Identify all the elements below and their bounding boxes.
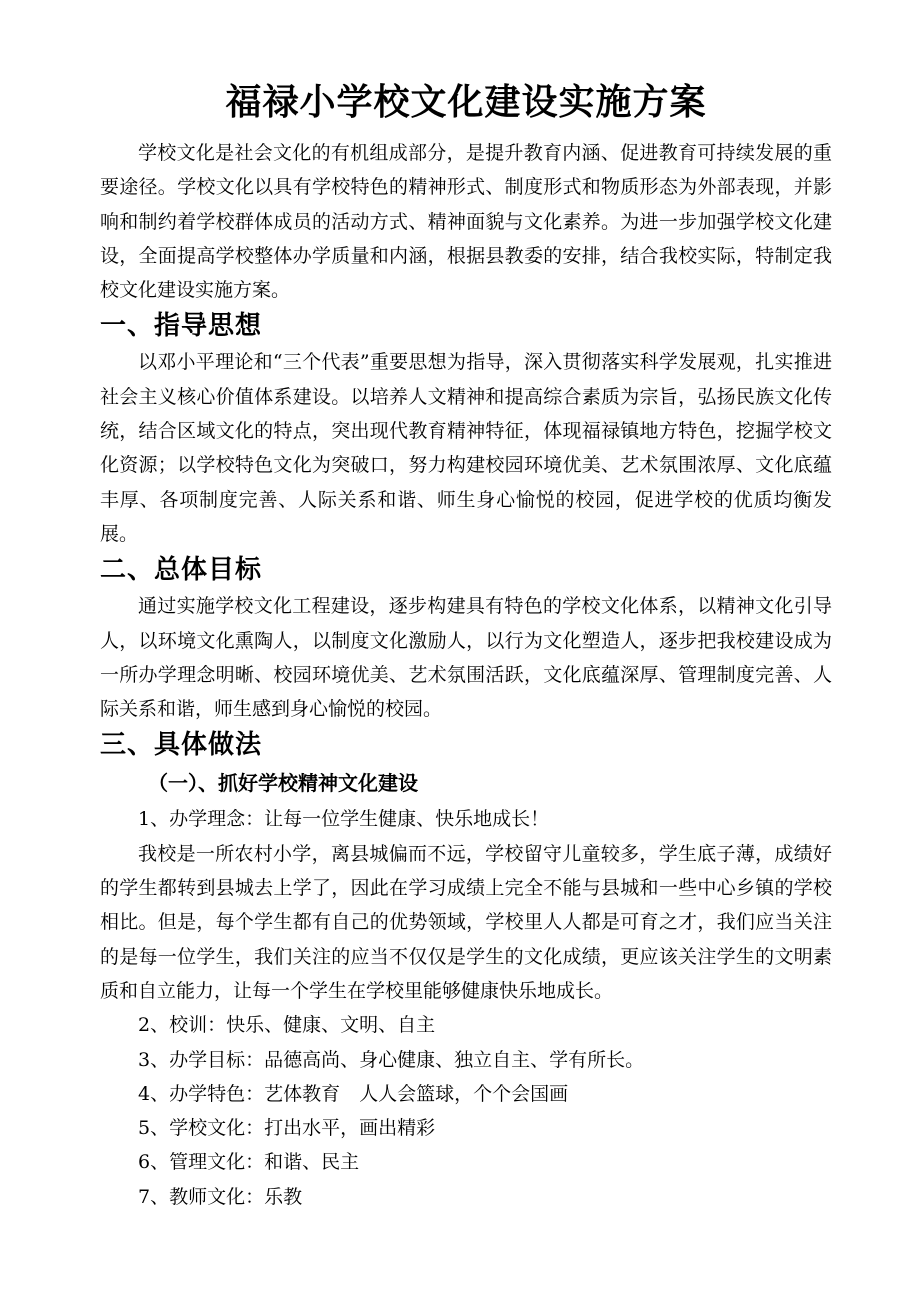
intro-paragraph: 学校文化是社会文化的有机组成部分，是提升教育内涵、促进教育可持续发展的重要途径。学校文化以具有学校特色的精神形式、制度形式和物质形态为外部表现，并影响和制约着学校群体成员的活动方式、精神面貌与文化素养。为进一步加强学校文化建设，全面提高学校整体办学质量和内涵，根据县教委的安排，结合我校实际，特制定我校文化建设实施方案。 bbox=[100, 142, 832, 302]
list-item-school-motto: 2、校训：快乐、健康、文明、自主 bbox=[138, 1014, 436, 1037]
list-item-management-culture: 6、管理文化：和谐、民主 bbox=[138, 1151, 360, 1174]
section-heading-specific-practices: 三、具体做法 bbox=[100, 730, 263, 761]
document-title: 福禄小学校文化建设实施方案 bbox=[225, 82, 707, 123]
section-heading-guiding-ideology: 一、指导思想 bbox=[100, 311, 263, 342]
section-heading-overall-goal: 二、总体目标 bbox=[100, 555, 263, 586]
school-philosophy-paragraph: 我校是一所农村小学，离县城偏而不远，学校留守儿童较多，学生底子薄，成绩好的学生都转到县城去上学了，因此在学习成绩上完全不能与县城和一些中心乡镇的学校相比。但是，每个学生都有自己的优势领域，学校里人人都是可育之才，我们应当关注的是每一位学生，我们关注的应当不仅仅是学生的文化成绩，更应该关注学生的文明素质和自立能力，让每一个学生在学校里能够健康快乐地成长。 bbox=[100, 842, 832, 1002]
list-item-school-goal: 3、办学目标：品德高尚、身心健康、独立自主、学有所长。 bbox=[138, 1048, 645, 1071]
guiding-ideology-paragraph: 以邓小平理论和“三个代表”重要思想为指导，深入贯彻落实科学发展观，扎实推进社会主义核心价值体系建设。以培养人文精神和提高综合素质为宗旨，弘扬民族文化传统，结合区域文化的特点，突出现代教育精神特征，体现福禄镇地方特色，挖掘学校文化资源；以学校特色文化为突破口，努力构建校园环境优美、艺术氛围浓厚、文化底蕴丰厚、各项制度完善、人际关系和谐、师生身心愉悦的校园，促进学校的优质均衡发展。 bbox=[100, 351, 832, 545]
overall-goal-paragraph: 通过实施学校文化工程建设，逐步构建具有特色的学校文化体系，以精神文化引导人，以环境文化熏陶人，以制度文化激励人，以行为文化塑造人，逐步把我校建设成为一所办学理念明晰、校园环境优美、艺术氛围活跃，文化底蕴深厚、管理制度完善、人际关系和谐，师生感到身心愉悦的校园。 bbox=[100, 595, 832, 721]
list-item-school-philosophy: 1、办学理念：让每一位学生健康、快乐地成长！ bbox=[138, 808, 550, 831]
document-page bbox=[100, 78, 832, 1214]
list-item-teacher-culture: 7、教师文化：乐教 bbox=[138, 1185, 303, 1208]
subsection-heading-spiritual-culture: （一）、抓好学校精神文化建设 bbox=[148, 771, 418, 796]
list-item-school-feature: 4、办学特色：艺体教育 人人会篮球，个个会国画 bbox=[138, 1082, 569, 1105]
list-item-school-culture: 5、学校文化：打出水平，画出精彩 bbox=[138, 1117, 436, 1140]
